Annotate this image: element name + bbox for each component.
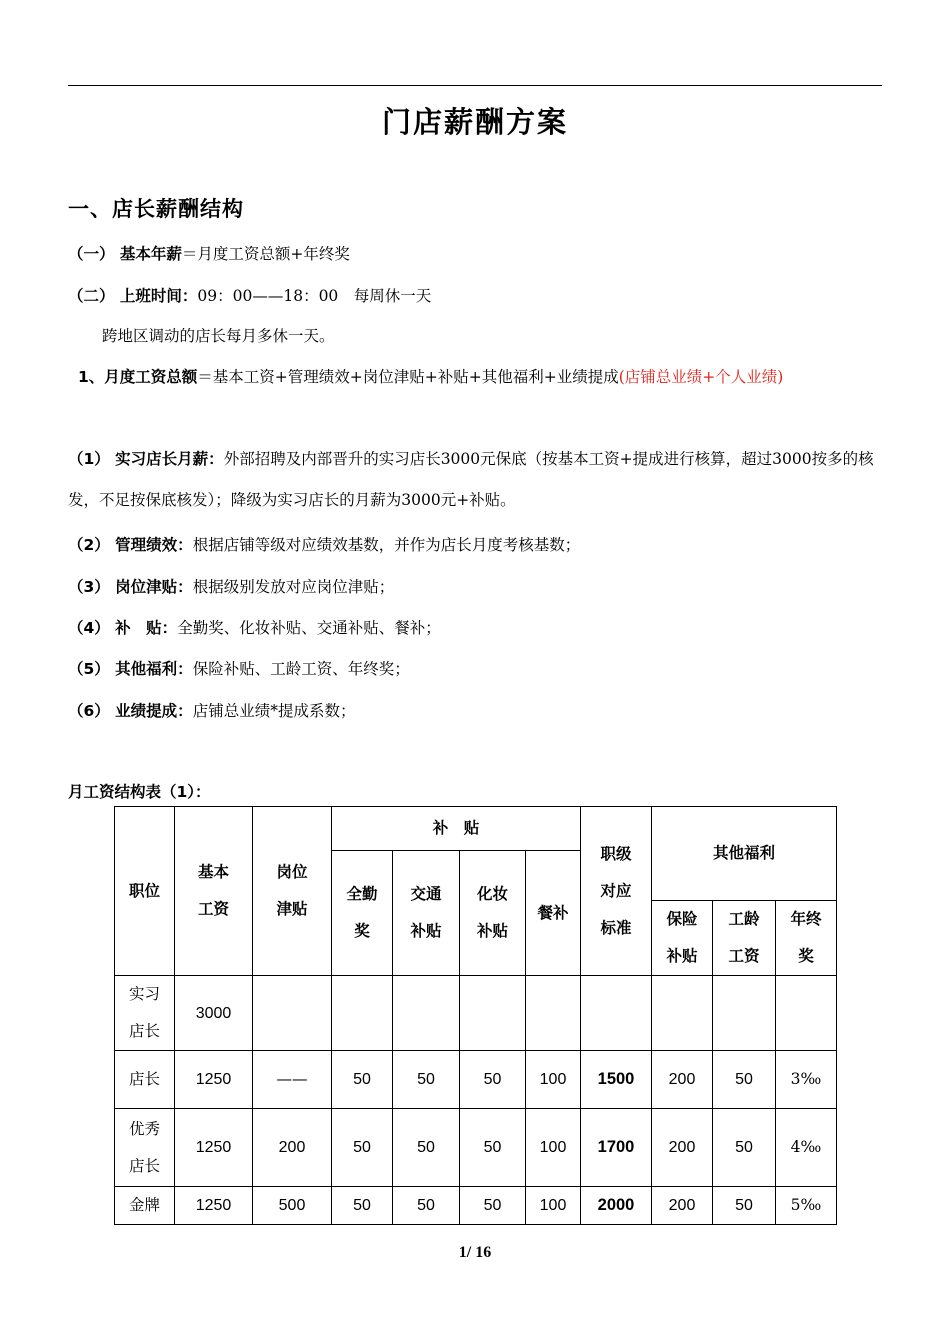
cell-allowance: 200 [253, 1109, 332, 1187]
cell-position: 优秀 店长 [115, 1109, 175, 1187]
table-row [115, 1187, 837, 1225]
label: 1、月度工资总额 [78, 368, 198, 386]
cell-allowance [253, 976, 332, 1051]
cell-base: 1250 [175, 1109, 253, 1187]
table-row [115, 976, 837, 1051]
cell-seniority: 50 [713, 1187, 776, 1225]
cell-year-end [776, 976, 837, 1051]
red-note: (店铺总业绩+个人业绩) [618, 368, 784, 386]
header-meal-subsidy: 餐补 [526, 851, 581, 976]
label: （6） 业绩提成： [68, 702, 193, 720]
header-position: 职位 [115, 807, 175, 976]
cell-insurance: 200 [652, 1109, 713, 1187]
cell-base: 1250 [175, 1187, 253, 1225]
page-number: 1/ 16 [458, 1244, 492, 1261]
cell-full: 50 [332, 1109, 393, 1187]
header-position-allowance: 岗位 津贴 [253, 807, 332, 976]
label: （一） 基本年薪 [68, 245, 182, 263]
cell-full: 50 [332, 1187, 393, 1225]
cell-meal: 100 [526, 1051, 581, 1109]
item-intern-salary [68, 439, 883, 521]
cell-allowance: —— [253, 1051, 332, 1109]
cell-makeup: 50 [460, 1051, 526, 1109]
cell-position: 店长 [115, 1051, 175, 1109]
text: 保险补贴、工龄工资、年终奖； [192, 660, 410, 678]
cell-standard [581, 976, 652, 1051]
cell-insurance: 200 [652, 1187, 713, 1225]
page-title: 门店薪酬方案 [381, 105, 568, 139]
header-rule [68, 85, 882, 86]
cell-makeup: 50 [460, 1187, 526, 1225]
header-insurance: 保险 补贴 [652, 901, 713, 976]
cell-seniority: 50 [713, 1109, 776, 1187]
cell-seniority: 50 [713, 1051, 776, 1109]
section-heading: 一、店长薪酬结构 [68, 197, 244, 221]
header-makeup-subsidy: 化妆 补贴 [460, 851, 526, 976]
cell-full: 50 [332, 1051, 393, 1109]
cell-year-end: 5‰ [776, 1187, 837, 1225]
cell-year-end: 3‰ [776, 1051, 837, 1109]
cell-allowance: 500 [253, 1187, 332, 1225]
cell-traffic [393, 976, 460, 1051]
cell-makeup: 50 [460, 1109, 526, 1187]
table-row [115, 1109, 837, 1187]
label: （3） 岗位津贴： [68, 578, 193, 596]
item-subsidy [68, 616, 441, 638]
header-seniority: 工龄 工资 [713, 901, 776, 976]
cell-meal: 100 [526, 1109, 581, 1187]
paragraph-transfer-rest: 跨地区调动的店长每月多休一天。 [102, 327, 335, 345]
header-year-end-bonus: 年终 奖 [776, 901, 837, 976]
salary-structure-table [114, 806, 837, 1225]
item-management-performance [68, 533, 580, 555]
item-commission [68, 699, 355, 721]
cell-traffic: 50 [393, 1187, 460, 1225]
paragraph-work-hours [68, 284, 431, 306]
label: （5） 其他福利： [68, 660, 193, 678]
label: （4） 补 贴： [68, 619, 178, 637]
cell-standard: 2000 [581, 1187, 652, 1225]
paragraph-annual-salary [68, 242, 350, 264]
header-traffic-subsidy: 交通 补贴 [393, 851, 460, 976]
cell-full [332, 976, 393, 1051]
header-subsidy: 补 贴 [332, 807, 581, 851]
table-caption: 月工资结构表（1）： [68, 783, 211, 801]
cell-seniority [713, 976, 776, 1051]
text: 根据级别发放对应岗位津贴； [192, 578, 395, 596]
cell-position: 实习 店长 [115, 976, 175, 1051]
text: 根据店铺等级对应绩效基数，并作为店长月度考核基数； [192, 536, 581, 554]
text: ＝月度工资总额+年终奖 [181, 245, 350, 263]
header-base-salary: 基本 工资 [175, 807, 253, 976]
text: 店铺总业绩*提成系数； [192, 702, 356, 720]
text: 09：00——18：00 每周休一天 [197, 287, 432, 305]
paragraph-monthly-total [68, 357, 883, 398]
cell-makeup [460, 976, 526, 1051]
text: 全勤奖、化妆补贴、交通补贴、餐补； [177, 619, 441, 637]
cell-year-end: 4‰ [776, 1109, 837, 1187]
label: （1） 实习店长月薪： [68, 450, 224, 468]
cell-base: 1250 [175, 1051, 253, 1109]
cell-traffic: 50 [393, 1051, 460, 1109]
label: （二） 上班时间： [68, 287, 198, 305]
cell-traffic: 50 [393, 1109, 460, 1187]
cell-standard: 1500 [581, 1051, 652, 1109]
header-attendance-bonus: 全勤 奖 [332, 851, 393, 976]
cell-insurance [652, 976, 713, 1051]
cell-position: 金牌 [115, 1187, 175, 1225]
item-position-allowance [68, 575, 394, 597]
label: （2） 管理绩效： [68, 536, 193, 554]
cell-meal: 100 [526, 1187, 581, 1225]
header-grade-standard: 职级 对应 标准 [581, 807, 652, 976]
text: ＝基本工资+管理绩效+岗位津贴+补贴+其他福利+业绩提成 [197, 368, 619, 386]
text: 外部招聘及内部晋升的实习店长3000元保底（按基本工资+提成进行核算，超过3000按多的核发，不足按保底核发）；降级为实习店长的月薪为3000元+补贴。 [68, 450, 874, 509]
table-row [115, 1051, 837, 1109]
cell-meal [526, 976, 581, 1051]
item-other-benefits [68, 657, 410, 679]
header-other-benefits: 其他福利 [652, 807, 837, 901]
cell-standard: 1700 [581, 1109, 652, 1187]
cell-base: 3000 [175, 976, 253, 1051]
cell-insurance: 200 [652, 1051, 713, 1109]
